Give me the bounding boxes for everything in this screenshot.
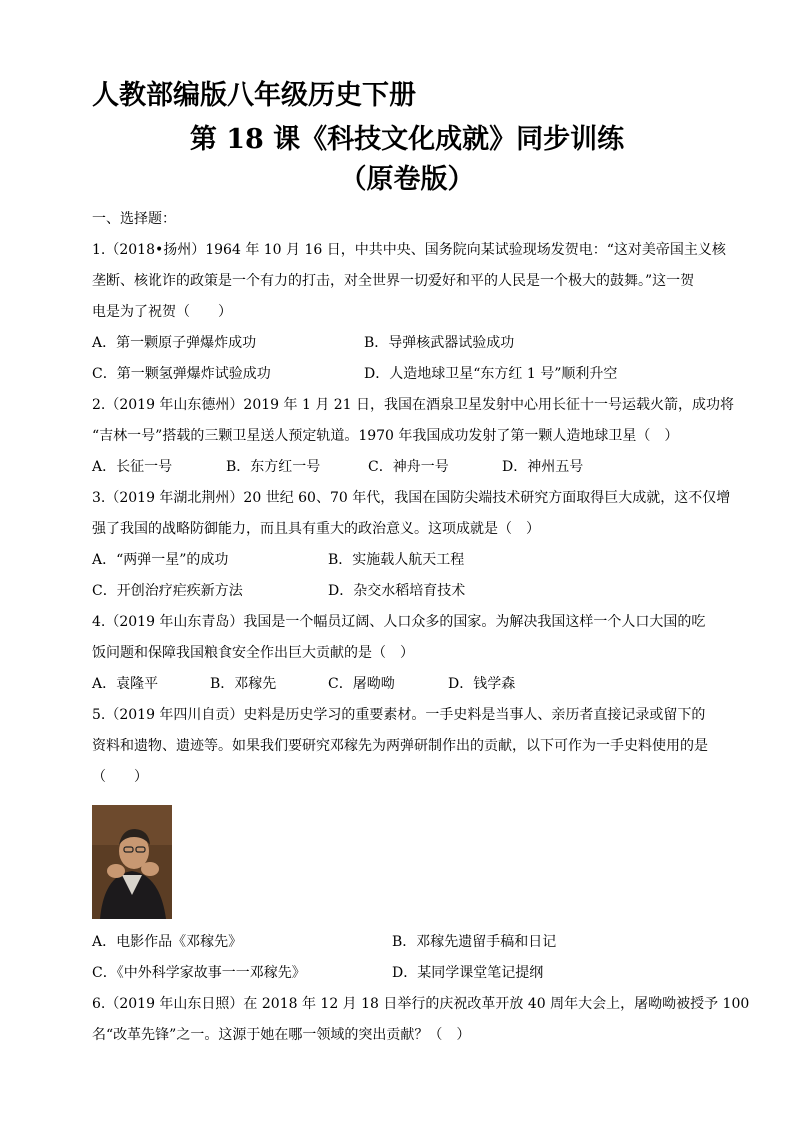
option-a: A．长征一号: [92, 459, 173, 475]
option-c: C．开创治疗疟疾新方法: [92, 583, 243, 599]
options-row: [92, 927, 704, 958]
option-a: A．电影作品《邓稼先》: [92, 934, 243, 950]
options-row: [92, 958, 704, 989]
scientist-photo: [92, 805, 172, 919]
question-text-line: 2.（2019 年山东德州）2019 年 1 月 21 日，我国在酒泉卫星发射中心用长征十一号运载火箭，成功将: [92, 397, 735, 413]
question-6: [92, 989, 750, 1051]
question-text-line: 6.（2019 年山东日照）在 2018 年 12 月 18 日举行的庆祝改革开放 40 周年大会上，屠呦呦被授予 100: [92, 996, 750, 1012]
question-4: [92, 607, 704, 700]
question-text-line: 名“改革先锋”之一。这源于她在哪一领域的突出贡献？（ ）: [92, 1027, 471, 1043]
options-row: [92, 359, 704, 390]
section-heading: 一、选择题：: [92, 211, 176, 227]
option-c: C．神舟一号: [368, 459, 449, 475]
question-1: [92, 235, 726, 390]
option-d: D．某同学课堂笔记提纲: [392, 965, 544, 981]
option-d: D．神州五号: [502, 459, 584, 475]
lesson-title: 第 18 课《科技文化成就》同步训练: [189, 124, 625, 155]
option-a: A．袁隆平: [92, 676, 159, 692]
option-b: B．实施载人航天工程: [328, 552, 465, 568]
options-row: [92, 328, 704, 359]
option-c: C．《中外科学家故事一一邓稼先》: [92, 965, 306, 981]
question-text-line: 5.（2019 年四川自贡）史料是历史学习的重要素材。一手史料是当事人、亲历者直接记录或留下的: [92, 707, 706, 723]
option-b: B．导弹核武器试验成功: [364, 335, 515, 351]
question-text-line: 3.（2019 年湖北荆州）20 世纪 60、70 年代，我国在国防尖端技术研究方面取得巨大成就，这不仅增: [92, 490, 731, 506]
option-b: B．邓稼先遗留手稿和日记: [392, 934, 557, 950]
question-text-line: 4.（2019 年山东青岛）我国是一个幅员辽阔、人口众多的国家。为解决我国这样一个人口大国的吃: [92, 614, 706, 630]
question-text-line: 电是为了祝贺（ ）: [92, 304, 232, 320]
option-b: B．邓稼先: [210, 676, 277, 692]
question-text-line: 1.（2018•扬州）1964 年 10 月 16 日，中共中央、国务院向某试验现场发贺电：“这对美帝国主义核: [92, 242, 726, 258]
option-a: A．第一颗原子弹爆炸成功: [92, 335, 257, 351]
question-5: [92, 700, 708, 989]
options-row: [92, 452, 704, 483]
textbook-title: 人教部编版八年级历史下册: [92, 80, 416, 111]
option-d: D．人造地球卫星“东方红 1 号”顺利升空: [364, 366, 618, 382]
question-text-line: 垄断、核讹诈的政策是一个有力的打击，对全世界一切爱好和平的人民是一个极大的鼓舞。”这一贺: [92, 273, 695, 289]
option-c: C．屠呦呦: [328, 676, 395, 692]
portrait-illustration: [92, 805, 172, 919]
question-3: [92, 483, 731, 607]
option-d: D．杂交水稻培育技术: [328, 583, 466, 599]
question-text-line: 饭问题和保障我国粮食安全作出巨大贡献的是（ ）: [92, 645, 414, 661]
question-text-line: （ ）: [92, 769, 148, 785]
question-text-line: 强了我国的战略防御能力，而且具有重大的政治意义。这项成就是（ ）: [92, 521, 540, 537]
question-2: [92, 390, 735, 483]
options-row: [92, 669, 704, 700]
edition-subtitle: （原卷版）: [339, 164, 475, 195]
question-text-line: “吉林一号”搭载的三颗卫星送人预定轨道。1970 年我国成功发射了第一颗人造地球卫星（ ）: [92, 428, 679, 444]
question-list: [92, 204, 750, 1051]
options-row: [92, 576, 704, 607]
option-d: D．钱学森: [448, 676, 516, 692]
option-c: C．第一颗氢弹爆炸试验成功: [92, 366, 271, 382]
option-b: B．东方红一号: [226, 459, 321, 475]
question-text-line: 资料和遗物、遗迹等。如果我们要研究邓稼先为两弹研制作出的贡献，以下可作为一手史料使用的是: [92, 738, 708, 754]
options-row: [92, 545, 704, 576]
option-a: A．“两弹一星”的成功: [92, 552, 229, 568]
